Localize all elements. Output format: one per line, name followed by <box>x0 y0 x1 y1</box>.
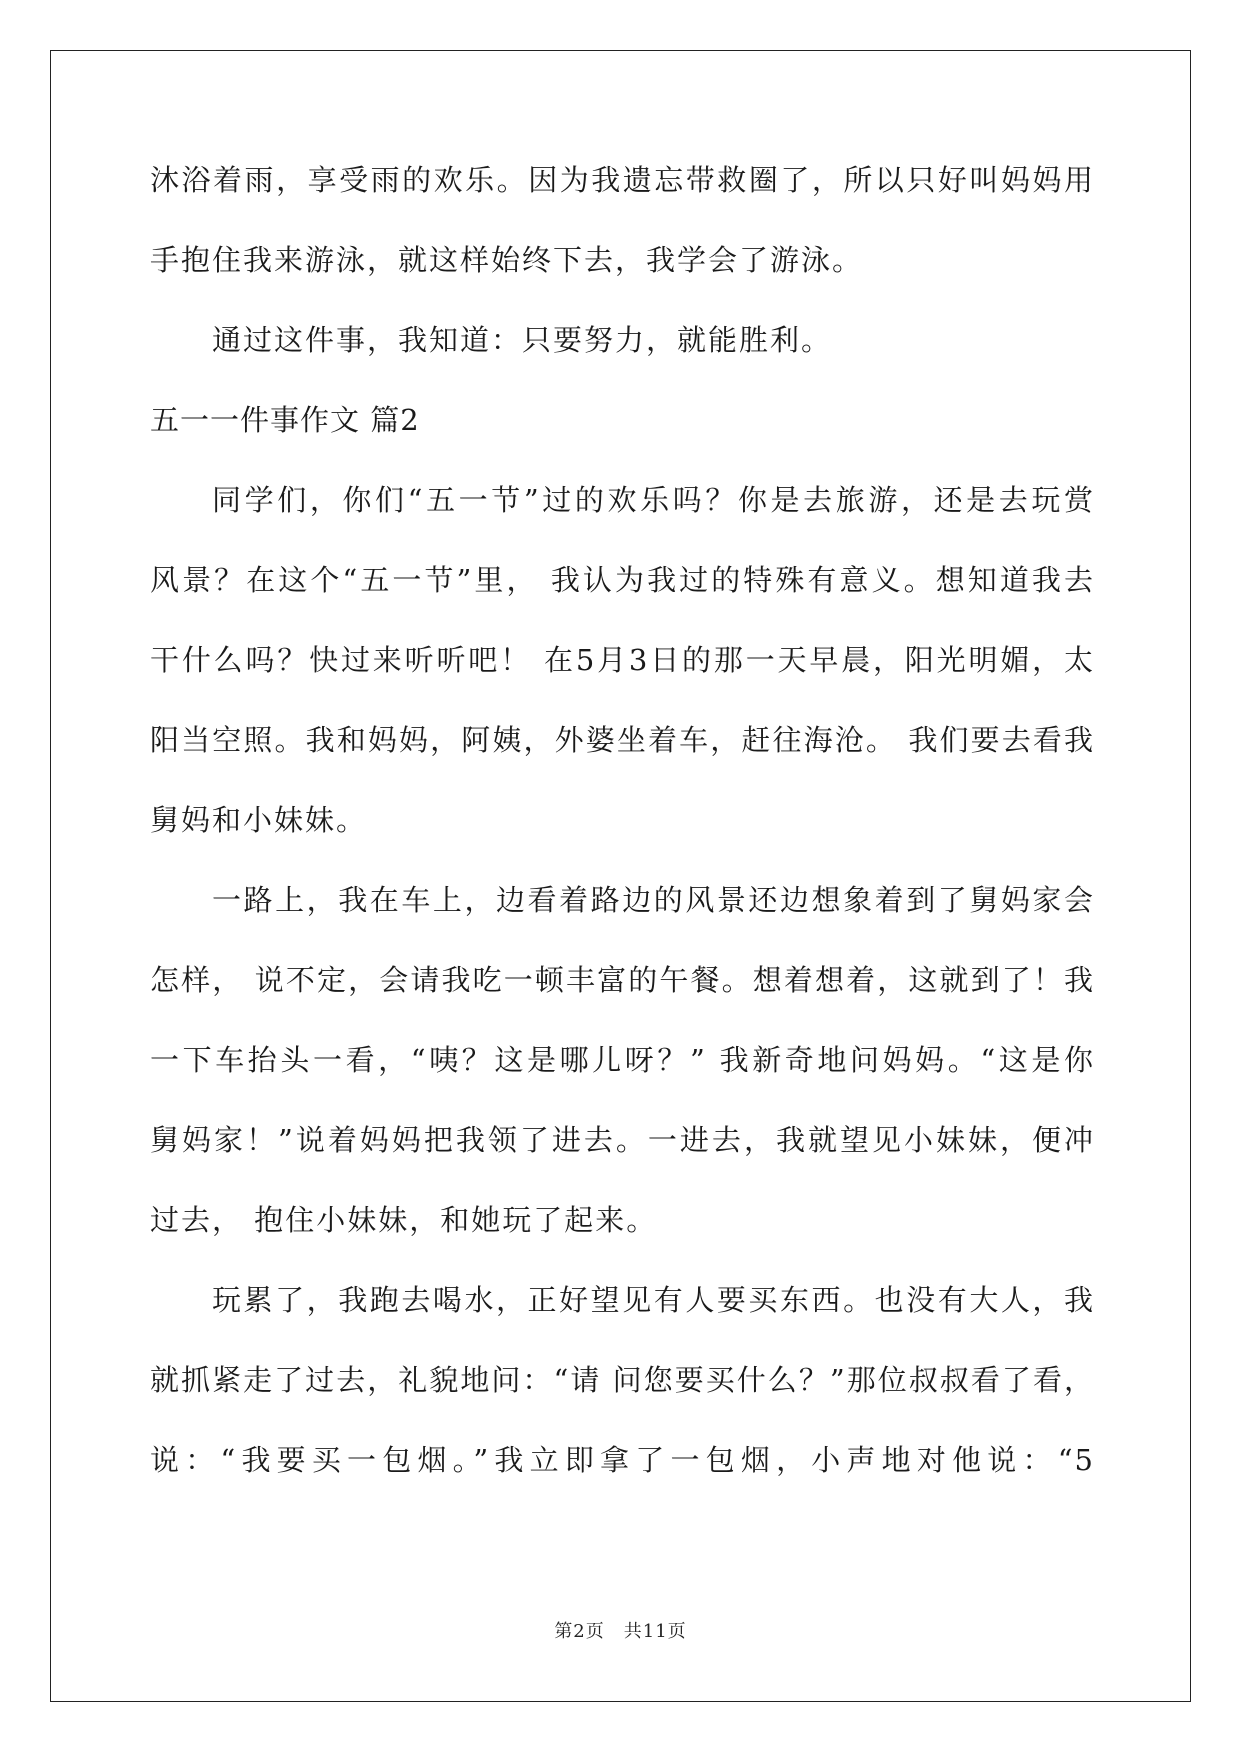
text-line: 过去， 抱住小妹妹，和她玩了起来。 <box>150 1203 658 1237</box>
text-line: 说：“我要买一包烟。”我立即拿了一包烟，小声地对他说：“5 <box>150 1443 1095 1477</box>
text-line: 手抱住我来游泳，就这样始终下去，我学会了游泳。 <box>150 243 864 277</box>
text-line: 玩累了，我跑去喝水，正好望见有人要买东西。也没有大人，我 <box>212 1283 1095 1317</box>
text-line: 同学们，你们“五一节”过的欢乐吗？你是去旅游，还是去玩赏 <box>212 483 1095 517</box>
page-number-footer: 第2页 共11页 <box>554 1621 687 1642</box>
text-line: 阳当空照。我和妈妈，阿姨，外婆坐着车，赶往海沧。 我们要去看我 <box>150 723 1095 757</box>
text-line: 沐浴着雨，享受雨的欢乐。因为我遗忘带救圈了，所以只好叫妈妈用 <box>150 163 1095 197</box>
text-line: 舅妈家！”说着妈妈把我领了进去。一进去，我就望见小妹妹，便冲 <box>150 1123 1095 1157</box>
text-line: 就抓紧走了过去，礼貌地问：“请 问您要买什么？”那位叔叔看了看， <box>150 1363 1095 1397</box>
text-line: 通过这件事，我知道：只要努力，就能胜利。 <box>212 323 833 357</box>
text-line: 一下车抬头一看，“咦？这是哪儿呀？” 我新奇地问妈妈。“这是你 <box>150 1043 1095 1077</box>
text-line: 干什么吗？快过来听听吧！ 在5月3日的那一天早晨，阳光明媚，太 <box>150 643 1095 677</box>
document-body <box>150 160 1095 1520</box>
text-line: 怎样， 说不定，会请我吃一顿丰富的午餐。想着想着，这就到了！我 <box>150 963 1095 997</box>
text-line: 一路上，我在车上，边看着路边的风景还边想象着到了舅妈家会 <box>212 883 1095 917</box>
section-heading: 五一一件事作文 篇2 <box>150 403 420 437</box>
text-line: 风景？在这个“五一节”里， 我认为我过的特殊有意义。想知道我去 <box>150 563 1095 597</box>
text-line: 舅妈和小妹妹。 <box>150 803 368 837</box>
